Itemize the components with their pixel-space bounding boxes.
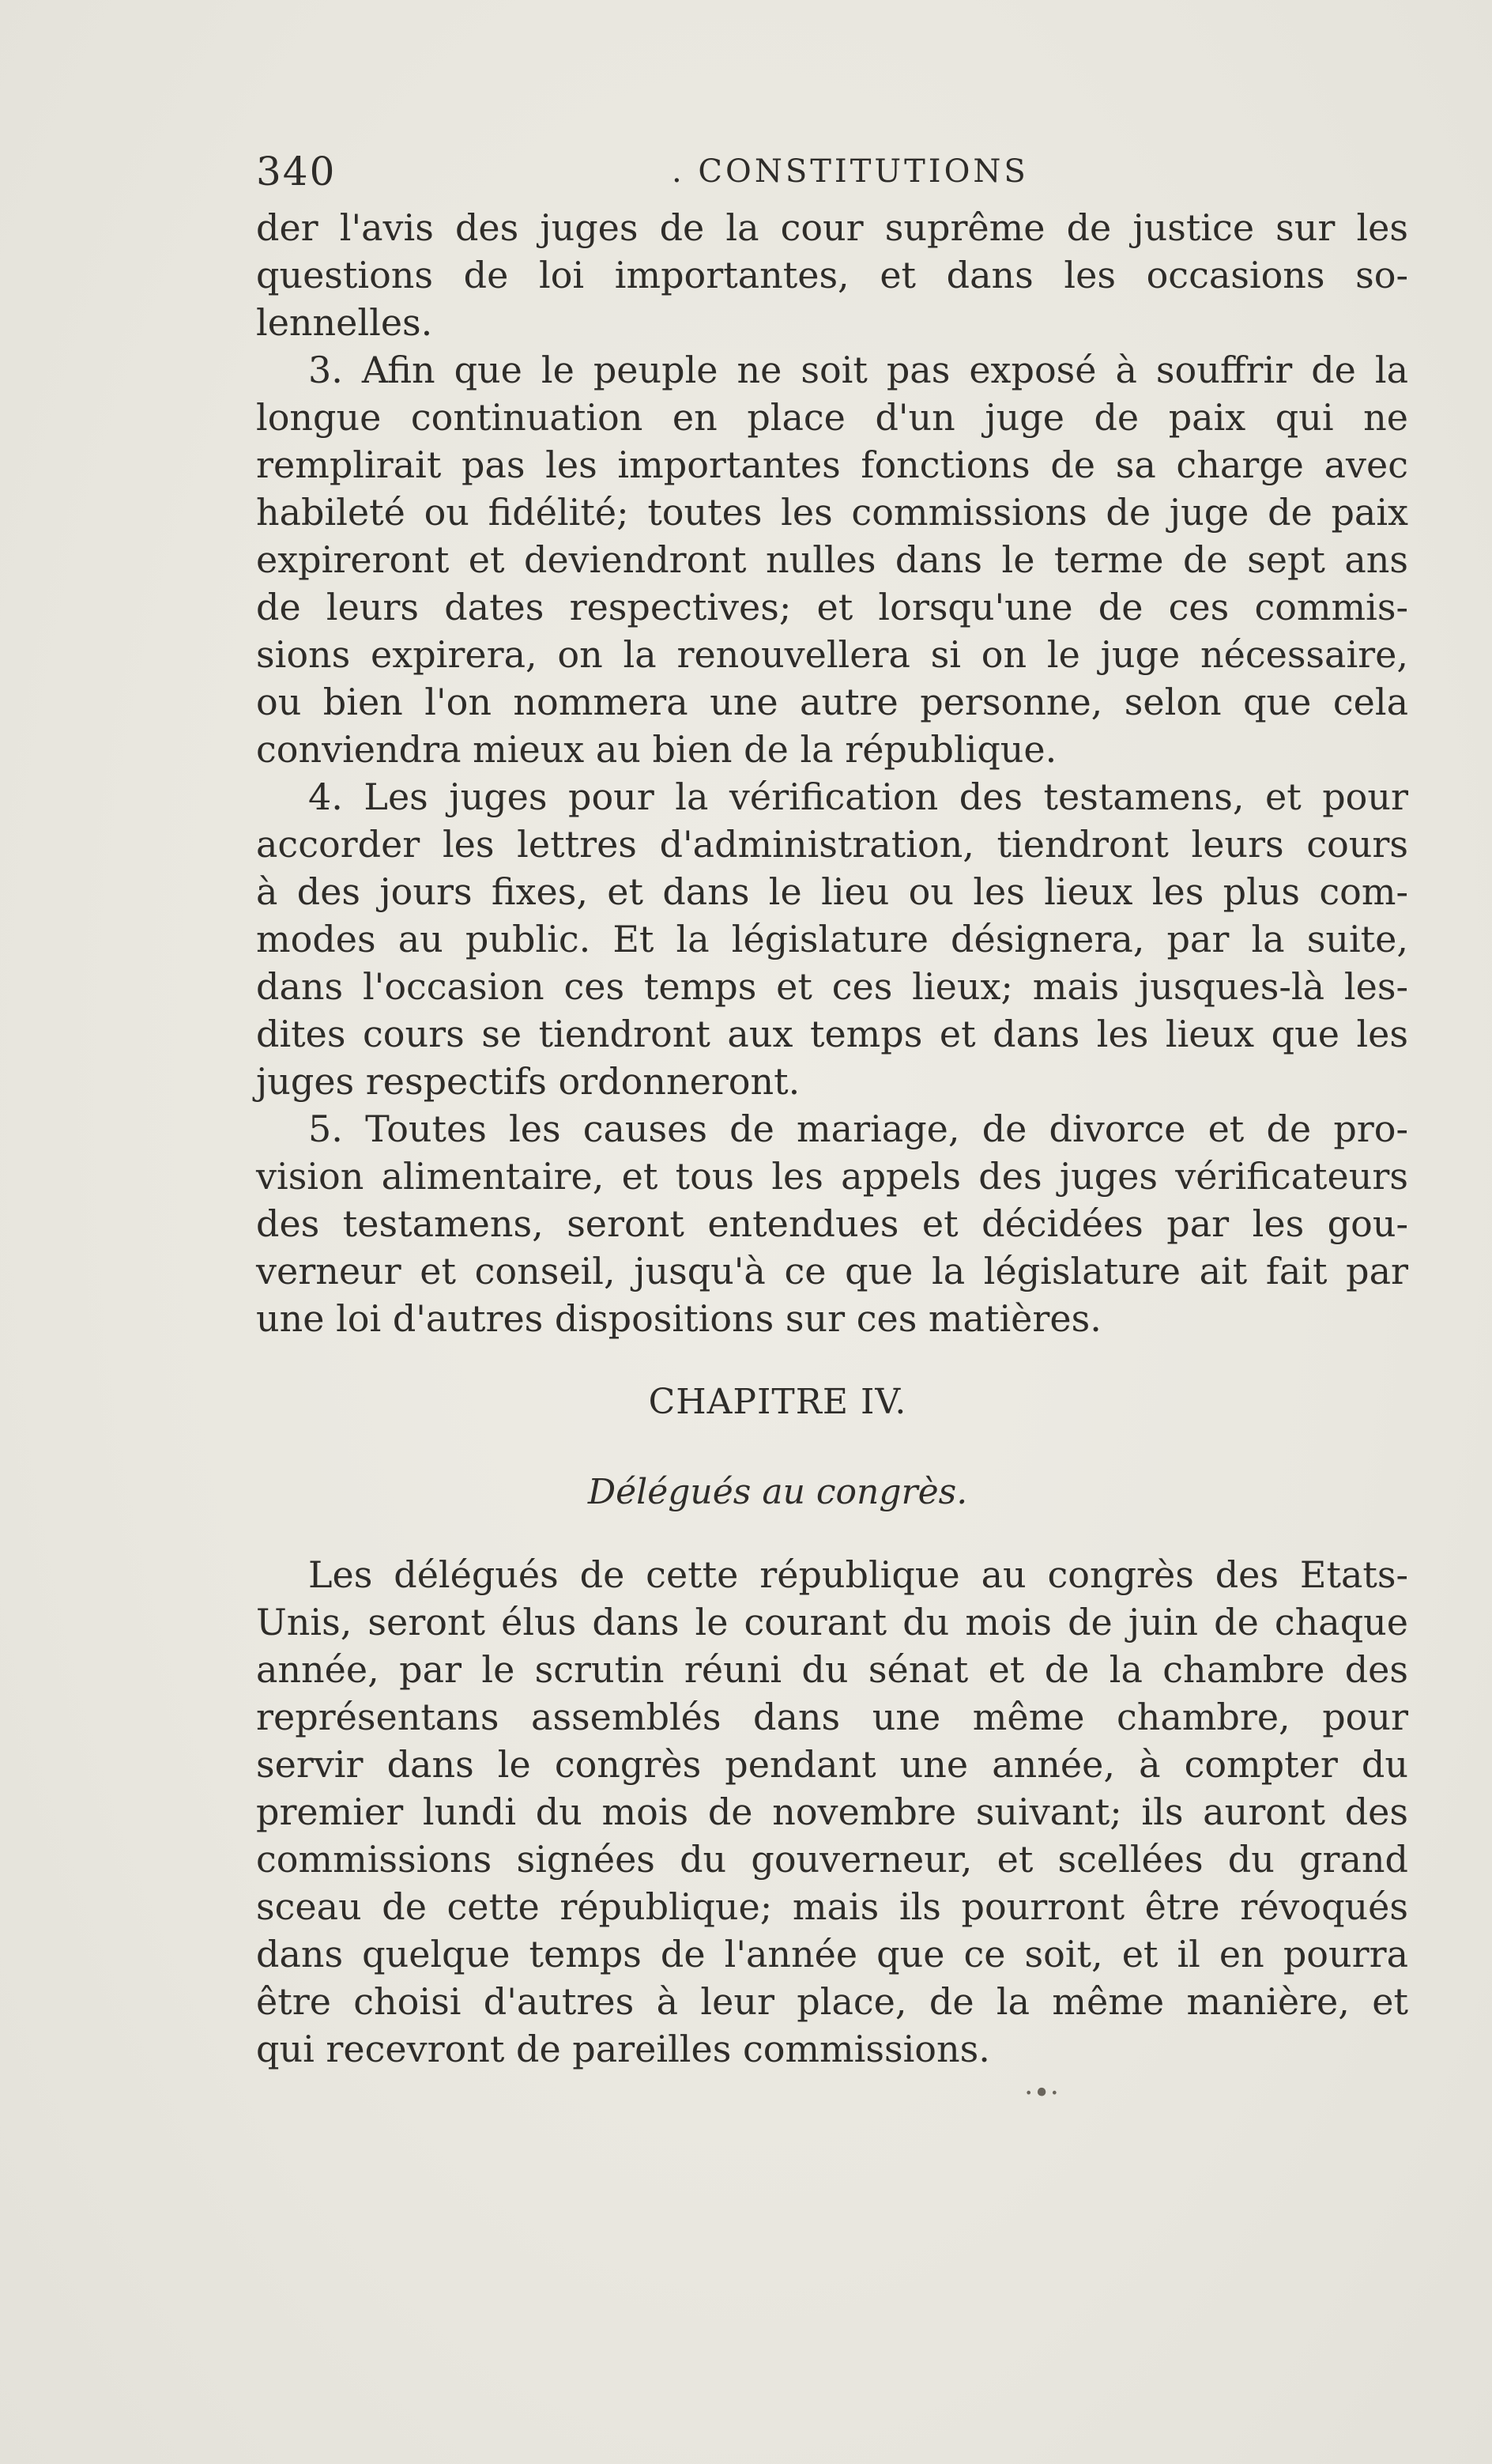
text-line: 4. Les juges pour la vérification des testamens, et pour [308, 775, 1408, 818]
running-head: . CONSTITUTIONS [672, 153, 1029, 190]
text-line: commissions signées du gouverneur, et scellées du grand [256, 1838, 1408, 1881]
end-ornament: ·•· [1024, 2077, 1060, 2110]
body-text-top [256, 204, 1408, 1342]
text-line: accorder les lettres d'administration, tiendront leurs cours [256, 823, 1408, 866]
text-line: lennelles. [256, 301, 433, 344]
text-line: longue continuation en place d'un juge de paix qui ne [256, 396, 1408, 439]
text-line: être choisi d'autres à leur place, de la même manière, et [256, 1980, 1408, 2023]
chapter-title: CHAPITRE IV. [648, 1382, 907, 1422]
text-line: remplirait pas les importantes fonctions de sa charge avec [256, 443, 1408, 486]
page-number: 340 [256, 149, 337, 194]
text-line: sceau de cette république; mais ils pourront être révoqués [256, 1885, 1408, 1928]
text-line: dites cours se tiendront aux temps et dans les lieux que les [256, 1013, 1408, 1055]
text-line: premier lundi du mois de novembre suivant; ils auront des [256, 1790, 1408, 1833]
text-line: der l'avis des juges de la cour suprême de justice sur les [256, 206, 1408, 249]
text-line: des testamens, seront entendues et décidées par les gou- [256, 1202, 1408, 1245]
chapter-subtitle: Délégués au congrès. [587, 1472, 968, 1512]
text-line: 3. Afin que le peuple ne soit pas exposé à souffrir de la [308, 349, 1408, 391]
text-line: qui recevront de pareilles commissions. [256, 2028, 990, 2070]
text-line: année, par le scrutin réuni du sénat et de la chambre des [256, 1648, 1408, 1691]
text-line: servir dans le congrès pendant une année, à compter du [256, 1743, 1408, 1786]
page-header [251, 149, 1413, 199]
text-line: questions de loi importantes, et dans les occasions so- [256, 254, 1408, 296]
text-line: de leurs dates respectives; et lorsqu'une de ces commis- [256, 586, 1408, 628]
text-line: modes au public. Et la législature désignera, par la suite, [256, 918, 1408, 960]
text-line: vision alimentaire, et tous les appels des juges vérificateurs [256, 1155, 1408, 1198]
text-line: ou bien l'on nommera une autre personne, selon que cela [256, 681, 1408, 723]
text-line: dans l'occasion ces temps et ces lieux; mais jusques-là les- [256, 965, 1408, 1008]
text-line: dans quelque temps de l'année que ce soit, et il en pourra [256, 1933, 1408, 1975]
text-line: sions expirera, on la renouvellera si on le juge nécessaire, [256, 633, 1408, 676]
text-line: verneur et conseil, jusqu'à ce que la législature ait fait par [256, 1250, 1408, 1292]
text-line: conviendra mieux au bien de la république. [256, 728, 1057, 771]
text-line: juges respectifs ordonneront. [256, 1060, 801, 1103]
text-line: représentans assemblés dans une même chambre, pour [256, 1696, 1408, 1738]
text-line: Unis, seront élus dans le courant du mois de juin de chaque [256, 1601, 1408, 1643]
text-line: à des jours fixes, et dans le lieu ou les lieux les plus com- [256, 870, 1408, 913]
text-line: une loi d'autres dispositions sur ces matières. [256, 1297, 1102, 1340]
text-line: habileté ou fidélité; toutes les commissions de juge de paix [256, 491, 1408, 534]
text-line: 5. Toutes les causes de mariage, de divorce et de pro- [308, 1107, 1408, 1150]
text-line: Les délégués de cette république au congrès des Etats- [308, 1553, 1408, 1596]
text-line: expireront et deviendront nulles dans le terme de sept ans [256, 538, 1408, 581]
body-text-bottom [256, 1551, 1408, 2073]
